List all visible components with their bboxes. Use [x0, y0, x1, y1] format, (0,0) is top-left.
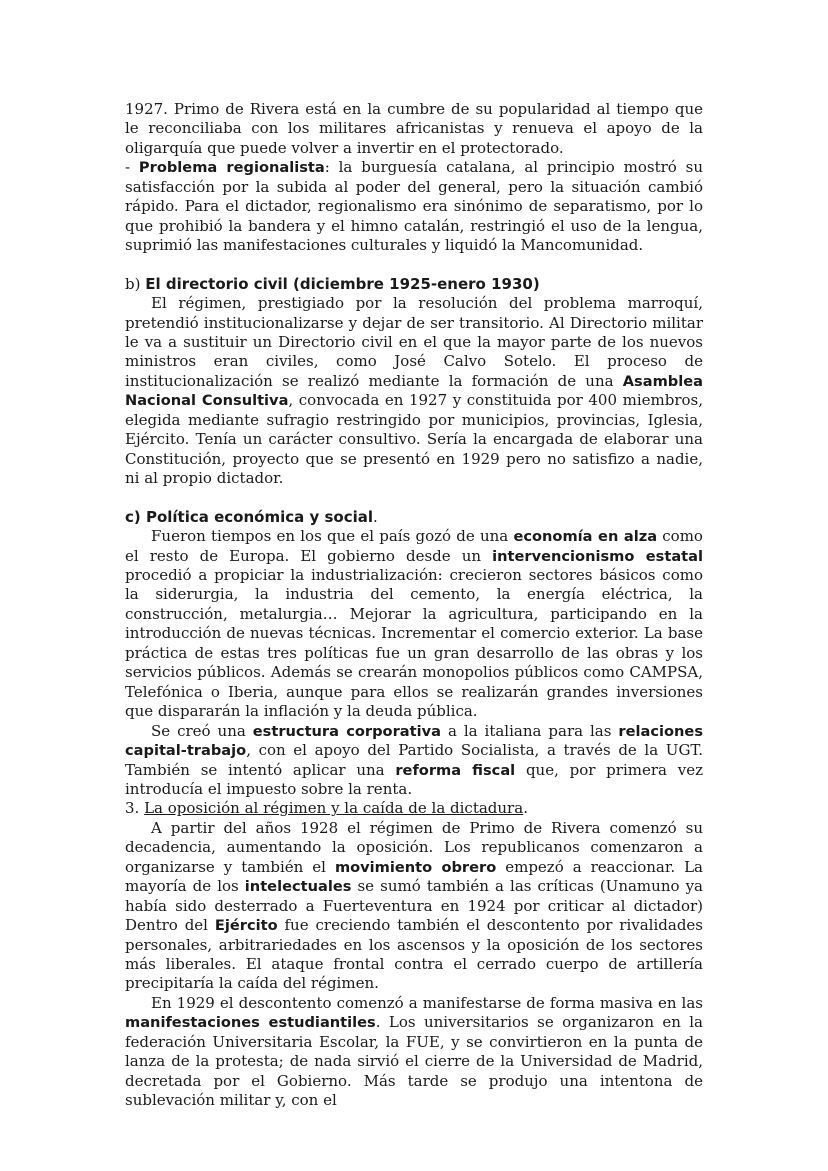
- bold-term: Asamblea Nacional Consultiva: [125, 372, 703, 410]
- text-run: : la burguesía catalana, al principio mostró su satisfacción por la subida al poder del general, pero la situación cambió rápido. Para el dictador, regionalismo era sinónimo de separatismo, por lo que prohibió la bandera y el himno catalán, restringió el uso de la lengua, suprimió las manifestaciones culturales y liquidó la Mancomunidad.: [125, 158, 704, 255]
- bold-term: relaciones capital-trabajo: [125, 722, 704, 760]
- section-c-heading: [125, 508, 703, 527]
- bold-term: reforma fiscal: [395, 761, 516, 779]
- text-run: Se creó una: [151, 721, 253, 740]
- heading-period: .: [373, 507, 378, 526]
- text-run: . Los universitarios se organizaron en la federación Universitaria Escolar, la FUE, y se convirtieron en la punta de lanza de la protesta; de nada sirvió el cierre de la Universidad de Madrid, decretada por el Gobierno. Más tarde se produjo una intentona de sublevación militar y, con el: [125, 1013, 703, 1110]
- text-run: Fueron tiempos en los que el país gozó de una: [151, 527, 514, 546]
- section-3-title: La oposición al régimen y la caída de la dictadura: [144, 799, 524, 818]
- section-b-paragraph: [125, 294, 703, 489]
- section-number: 3.: [125, 799, 145, 818]
- bold-term: estructura corporativa: [252, 722, 441, 740]
- text-run: se sumó también a las críticas (Unamuno ya había sido desterrado a Fuerteventura en 1924 por criticar al dictador) Dentro del: [125, 877, 703, 935]
- bold-term: movimiento obrero: [334, 858, 497, 876]
- paragraph-1927: 1927. Primo de Rivera está en la cumbre de su popularidad al tiempo que le reconciliaba con los militares africanistas y renueva el apoyo de la oligarquía que puede volver a invertir en el protectorado.: [125, 100, 703, 157]
- section-3-paragraph-2: [125, 994, 703, 1111]
- text-run: a la italiana para las: [440, 721, 619, 740]
- section-3-heading: [125, 799, 703, 818]
- section-b-title: El directorio civil (diciembre 1925-enero 1930): [145, 274, 540, 293]
- text-run: procedió a propiciar la industrialización: crecieron sectores básicos como la siderurgia, la industria del cemento, la energía eléctrica, la construcción, metalurgia… Mejorar la agricultura, participando en la introducción de nuevas técnicas. Incrementar el comercio exterior. La base práctica de estas tres políticas fue un gran desarrollo de las obras y los servicios públicos. Además se crearán monopolios públicos como CAMPSA, Telefónica o Iberia, aunque para ellos se realizarán grandes inversiones que dispararán la inflación y la deuda pública.: [125, 565, 703, 721]
- section-3-paragraph-1: [125, 819, 703, 994]
- text-run: , convocada en 1927 y constituida por 400 miembros, elegida mediante sufragio restringido por municipios, provincias, Iglesia, Ejército. Tenía un carácter consultivo. Sería la encargada de elaborar una Constitución, proyecto que se presentó en 1929 pero no satisfizo a nadie, ni al propio dictador.: [125, 391, 703, 488]
- text-run: A partir del años 1928 el régimen de Primo de Rivera comenzó su decadencia, aumentando la oposición. Los republicanos comenzaron a organizarse y también el: [125, 818, 703, 876]
- text-run: que, por primera vez introducía el impuesto sobre la renta.: [125, 760, 703, 798]
- text-run: fue creciendo también el descontento por rivalidades personales, arbitrariedades en los ascensos y la oposición de los sectores más liberales. El ataque frontal contra el cerrado cuerpo de artillería precipitaría la caída del régimen.: [125, 916, 703, 993]
- text-run: empezó a reaccionar. La mayoría de los: [125, 857, 703, 896]
- section-c-title: c) Política económica y social: [125, 507, 373, 526]
- paragraph-gap: [125, 256, 703, 275]
- bold-term: manifestaciones estudiantiles: [125, 1014, 376, 1032]
- text-run: como el resto de Europa. El gobierno desde un: [125, 527, 703, 565]
- section-c-paragraph-1: [125, 527, 703, 722]
- text-run: En 1929 el descontento comenzó a manifestarse de forma masiva en las: [151, 993, 703, 1012]
- text-run: , con el apoyo del Partido Socialista, a través de la UGT. También se intentó aplicar una: [125, 741, 703, 779]
- paragraph-regionalist-problem: [125, 158, 703, 255]
- list-dash: -: [125, 158, 139, 177]
- paragraph-gap: [125, 489, 703, 508]
- bold-term: economía en alza: [513, 528, 658, 546]
- bold-term: intelectuales: [244, 878, 352, 896]
- section-letter: b): [125, 274, 146, 293]
- bold-term: Problema regionalista: [138, 159, 325, 177]
- bold-term: Ejército: [214, 917, 278, 935]
- heading-period: .: [523, 799, 528, 818]
- bold-term: intervencionismo estatal: [492, 547, 703, 565]
- section-b-heading: [125, 275, 703, 294]
- text-run: El régimen, prestigiado por la resolución del problema marroquí, pretendió institucionalizarse y dejar de ser transitorio. Al Directorio militar le va a sustituir un Directorio civil en el que la mayor parte de los nuevos ministros eran civiles, como José Calvo Sotelo. El proceso de institucionalización se realizó mediante la formación de una: [125, 294, 703, 390]
- section-c-paragraph-2: [125, 722, 703, 800]
